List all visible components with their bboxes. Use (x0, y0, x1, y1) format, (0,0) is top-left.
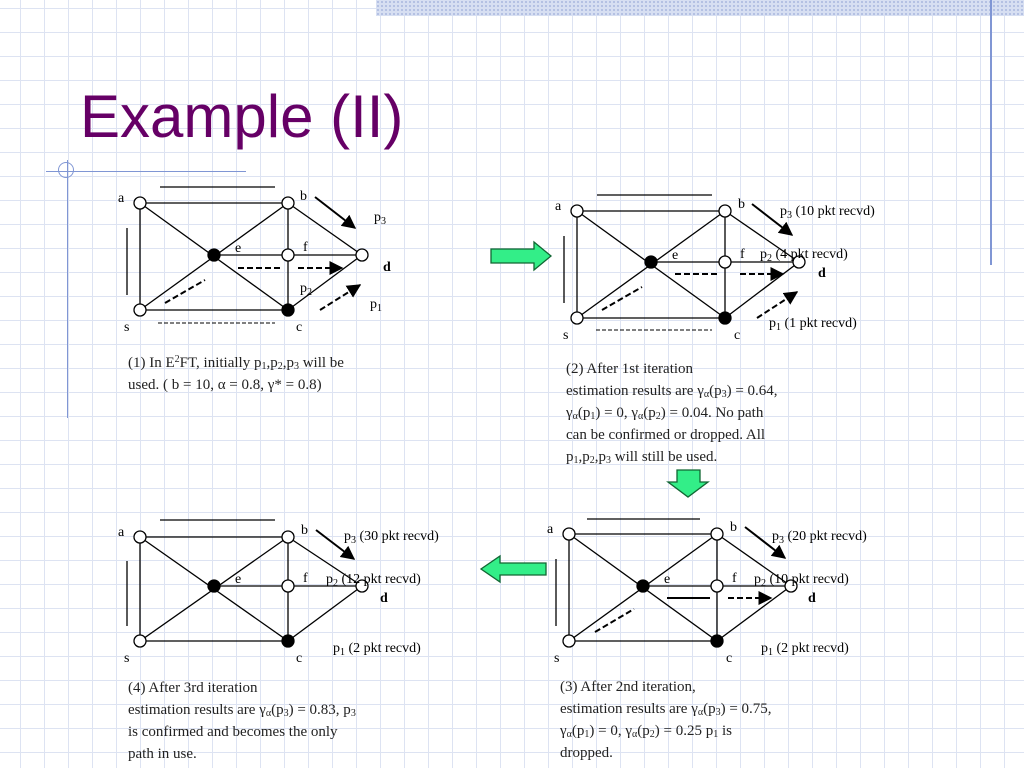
label-p3-count: $p_3$ (30 pkt recvd) (344, 529, 439, 546)
label-d: d (808, 591, 816, 606)
label-p2-count: $p_2$ (4 pkt recvd) (760, 247, 848, 264)
label-p2-count: $p_2$ (10 pkt recvd) (754, 572, 849, 589)
label-d: d (380, 591, 388, 606)
node-s (563, 635, 575, 647)
panel-1-diagram (118, 187, 391, 335)
label-f: f (303, 571, 308, 586)
label-d: d (818, 266, 826, 281)
label-s: s (124, 320, 130, 335)
slide-title: Example (II) (80, 83, 404, 150)
caption-step-4: (4) After 3rd iteration estimation results are $\gamma_\alpha(p_3) = 0.83$, $p_3$ is confirmed and becomes the only path in use. (128, 680, 356, 762)
label-a: a (118, 525, 125, 540)
node-a (134, 197, 146, 209)
label-a: a (118, 191, 125, 206)
label-a: a (555, 199, 562, 214)
node-e (637, 580, 649, 592)
label-s: s (563, 328, 569, 343)
node-f (282, 249, 294, 261)
node-a (563, 528, 575, 540)
label-c: c (734, 328, 741, 343)
label-f: f (303, 240, 308, 255)
node-b (282, 197, 294, 209)
label-b: b (301, 523, 308, 538)
label-p3-count: $p_3$ (20 pkt recvd) (772, 529, 867, 546)
panel-4-nodes (134, 531, 368, 647)
node-s (134, 635, 146, 647)
node-s (134, 304, 146, 316)
node-b (719, 205, 731, 217)
node-s (571, 312, 583, 324)
label-p3-count: $p_3$ (10 pkt recvd) (780, 204, 875, 221)
caption-step-3: (3) After 2nd iteration, estimation results are $\gamma_\alpha(p_3) = 0.75$, $\gamma_\alpha(p_1) = 0$, $\gamma_\alpha(p_2) = 0.25$ $p_1$ is dropped. (560, 679, 772, 761)
label-p1-count: $p_1$ (2 pkt recvd) (333, 641, 421, 658)
label-p1: $p_1$ (370, 297, 382, 314)
node-e (208, 580, 220, 592)
node-e (208, 249, 220, 261)
node-e (645, 256, 657, 268)
node-b (282, 531, 294, 543)
label-c: c (726, 651, 733, 666)
label-p1-count: $p_1$ (2 pkt recvd) (761, 641, 849, 658)
node-c (711, 635, 723, 647)
label-p1-count: $p_1$ (1 pkt recvd) (769, 316, 857, 333)
flow-arrow-left (481, 556, 546, 582)
label-f: f (740, 247, 745, 262)
label-b: b (300, 189, 307, 204)
panel-1-path-arrows (165, 197, 360, 310)
label-e: e (664, 572, 671, 587)
panel-4-diagram (118, 520, 439, 666)
node-c (282, 304, 294, 316)
label-p2: $p_2$ (300, 281, 312, 298)
node-a (134, 531, 146, 543)
flow-arrow-down (668, 470, 708, 497)
label-b: b (738, 197, 745, 212)
node-d (356, 249, 368, 261)
node-c (282, 635, 294, 647)
node-f (711, 580, 723, 592)
label-s: s (554, 651, 560, 666)
flow-arrow-right (491, 242, 551, 270)
node-c (719, 312, 731, 324)
caption-step-2: (2) After 1st iteration estimation results are $\gamma_\alpha(p_3) = 0.64$, $\gamma_\alpha(p_1) = 0$, $\gamma_\alpha(p_2) = 0.04$. No path can be confirmed or dropped. All $p_1,p_2,p_3$ will still be used. (566, 361, 778, 466)
panel-2-nodes (571, 205, 805, 324)
node-b (711, 528, 723, 540)
panel-2-diagram (555, 195, 875, 343)
label-e: e (235, 241, 242, 256)
label-p2-count: $p_2$ (12 pkt recvd) (326, 572, 421, 589)
caption-step-1: (1) In $E^2FT$, initially $p_1,p_2,p_3$ will be used. ( b = 10, α = 0.8, γ* = 0.8) (128, 354, 344, 393)
label-d: d (383, 260, 391, 275)
label-c: c (296, 320, 303, 335)
panel-1-nodes (134, 197, 368, 316)
label-s: s (124, 651, 130, 666)
label-f: f (732, 571, 737, 586)
label-a: a (547, 522, 554, 537)
label-p3: $p_3$ (374, 210, 386, 227)
panel-3-diagram (547, 519, 867, 666)
label-b: b (730, 520, 737, 535)
node-f (719, 256, 731, 268)
label-e: e (672, 248, 679, 263)
node-f (282, 580, 294, 592)
label-c: c (296, 651, 303, 666)
label-e: e (235, 572, 242, 587)
node-a (571, 205, 583, 217)
